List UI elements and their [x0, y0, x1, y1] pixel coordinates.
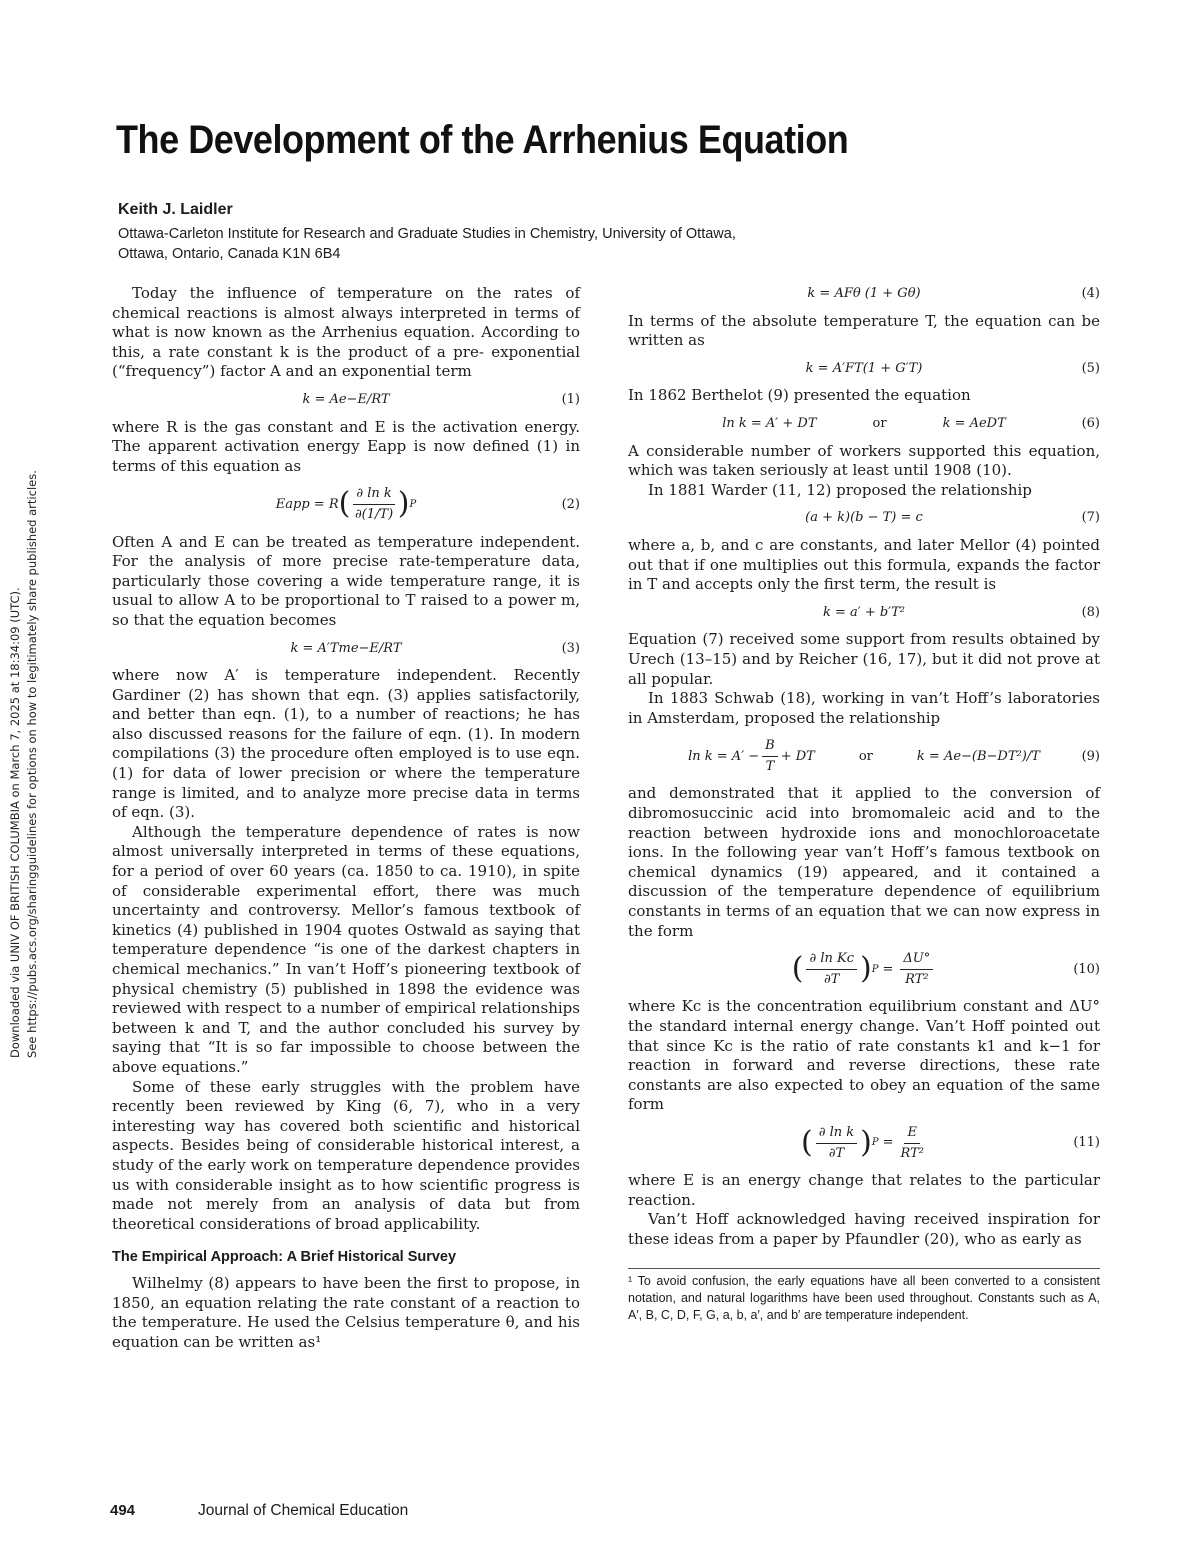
download-notice-line2: See https://pubs.acs.org/sharingguidelines for options on how to legitimately share published articles. — [25, 470, 39, 1058]
equation-number: (10) — [1073, 961, 1100, 977]
fraction-numerator: E — [904, 1123, 920, 1144]
paragraph: Some of these early struggles with the problem have recently been reviewed by King (6, 7), who in a very interesting way has covered both scientific and historical aspects. Besides being of considerable historical interest, a study of the early work on temperature dependence provides us with considerable insight as to how scientific progress is made not merely from an analysis of data but from theoretical considerations of broad applicability. — [112, 1077, 580, 1233]
equation-4 — [628, 284, 1100, 304]
paragraph: where R is the gas constant and E is the activation energy. The apparent activation energy Eapp is now defined (1) in terms of this equation as — [112, 417, 580, 475]
equation-number: (11) — [1073, 1135, 1100, 1151]
equation-or: or — [872, 415, 887, 431]
equation-body: ln k = A′ + DT — [722, 415, 817, 431]
subscript: P — [409, 498, 417, 510]
equation-number: (2) — [561, 496, 580, 512]
paragraph: Equation (7) received some support from results obtained by Urech (13–15) and by Reicher (16, 17), but it did not prove at all popular. — [628, 630, 1100, 688]
affiliation-line2: Ottawa, Ontario, Canada K1N 6B4 — [118, 246, 341, 262]
left-column — [112, 284, 580, 1352]
paragraph: where a, b, and c are constants, and later Mellor (4) pointed out that if one multiplies out this formula, expands the factor in T and accepts only the first term, the result is — [628, 535, 1100, 594]
paragraph: Although the temperature dependence of rates is now almost universally interpreted in terms of these equations, for a period of over 60 years (ca. 1850 to ca. 1910), in spite of considerable experimental effort, there was much uncertainty and controversy. Mellor’s famous textbook of kinetics (4) published in 1904 quotes Ostwald as saying that temperature dependence “is one of the darkest chapters in chemical mechanics.” In van’t Hoff’s pioneering textbook of physical chemistry (5) published in 1898 the evidence was reviewed with respect to a number of empirical relationships between k and T, and the author concluded his survey by saying that “It is so far impossible to choose between the above equations.” — [112, 822, 580, 1076]
equation-5 — [628, 359, 1100, 379]
paragraph: In 1883 Schwab (18), working in van’t Hoff’s laboratories in Amsterdam, proposed the relationship — [628, 689, 1100, 727]
equation-body: k = A′FT(1 + G′T) — [805, 360, 923, 376]
fraction-denominator: T — [765, 758, 775, 774]
paragraph: Often A and E can be treated as temperature independent. For the analysis of more precise rate-temperature data, particularly those covering a wide temperature range, it is usual to allow A to be proportional to T raised to a power m, so that the equation becomes — [112, 532, 580, 629]
equation-8 — [628, 603, 1100, 623]
journal-name: Journal of Chemical Education — [198, 1502, 409, 1519]
equation-number: (7) — [1081, 510, 1100, 526]
paragraph: and demonstrated that it applied to the conversion of dibromosuccinic acid into bromomaleic acid and to the reaction between hydroxide ions and monochloroacetate ions. In the following year van’t Hoff’s famous textbook on chemical dynamics (19) appeared, and it contained a discussion of the temperature dependence of equilibrium constants in terms of an equation that we can now express in the form — [628, 784, 1100, 940]
equation-body: + DT — [780, 748, 815, 764]
paragraph: In terms of the absolute temperature T, the equation can be written as — [628, 311, 1100, 350]
equation-10: ( $\frac{\text{∂ ln Kc}}{\partial T}$ ) P = $\frac{\Delta U^\circ}{\text{RT²}}$ (10) — [628, 949, 1100, 989]
equation-body: k = Ae−E/RT — [302, 391, 390, 407]
equation-body: k = Ae−(B−DT²)/T — [916, 748, 1040, 764]
paragraph: In 1881 Warder (11, 12) proposed the relationship — [648, 480, 1032, 499]
equation-6 — [628, 414, 1100, 434]
equation-lhs: Eapp = R — [275, 496, 339, 512]
fraction-denominator: RT² — [900, 1145, 924, 1161]
equation-number: (6) — [1081, 415, 1100, 431]
footnote: ¹ To avoid confusion, the early equations have all been converted to a consistent notation, and natural logarithms have been used throughout. Constants such as A, A′, B, C, D, F, G, a, b, a′, and b′ are temperature independent. — [628, 1268, 1100, 1324]
paragraph: In 1862 Berthelot (9) presented the equation — [628, 386, 971, 405]
equation-7 — [628, 508, 1100, 528]
paragraph: Today the influence of temperature on the rates of chemical reactions is almost always interpreted in terms of what is now known as the Arrhenius equation. According to this, a rate constant k is the product of a pre- exponential (“frequency”) factor A and an exponential term — [112, 284, 580, 381]
equation-body: k = a′ + b′T² — [822, 604, 906, 620]
download-notice-line1: Downloaded via UNIV OF BRITISH COLUMBIA on March 7, 2025 at 18:34:09 (UTC). — [8, 587, 22, 1058]
equation-number: (4) — [1081, 286, 1100, 301]
fraction-denominator: ∂T — [824, 971, 840, 987]
equation-number: (1) — [561, 391, 580, 407]
fraction-denominator: ∂T — [828, 1145, 845, 1161]
paragraph: Wilhelmy (8) appears to have been the first to propose, in 1850, an equation relating the rate constant of a reaction to the temperature. He used the Celsius temperature θ, and his equation can be written as¹ — [112, 1273, 580, 1351]
equation-or: or — [858, 748, 873, 764]
fraction-denominator: ∂(1/T) — [354, 506, 394, 522]
equation-3 — [112, 639, 580, 659]
section-heading: The Empirical Approach: A Brief Historical Survey — [112, 1249, 457, 1266]
paragraph: Van’t Hoff acknowledged having received inspiration for these ideas from a paper by Pfaundler (20), who as early as — [628, 1210, 1100, 1248]
equation-body: k = AeDT — [942, 415, 1006, 431]
fraction-numerator: ΔU° — [900, 949, 933, 970]
equation-2: Eapp = R ( $\frac{\text{∂ ln k}}{\partial(1/T)}$ ) P (2) — [112, 484, 580, 524]
equation-body: k = AFθ (1 + Gθ) — [807, 286, 921, 301]
equation-number: (3) — [561, 640, 580, 656]
fraction-denominator: RT² — [905, 971, 929, 987]
paragraph: where now A′ is temperature independent. Recently Gardiner (2) has shown that eqn. (3) applies satisfactorily, and better than eqn. (1), to a number of reactions; he has also discussed reasons for the failure of eqn. (1). In modern compilations (3) the procedure often employed is to use eqn. (1) for data of lower precision or where the temperature range is limited, and to analyze more precise data in terms of eqn. (3). — [112, 666, 580, 822]
fraction-numerator: ∂ ln k — [816, 1123, 857, 1144]
right-column — [628, 284, 1100, 1324]
download-notice — [0, 460, 50, 1058]
subscript: P — [871, 1137, 879, 1149]
equation-body: (a + k)(b − T) = c — [805, 510, 923, 526]
author-affiliation — [118, 224, 736, 264]
equation-1 — [112, 390, 580, 410]
page-number: 494 — [110, 1502, 136, 1519]
equation-11: ( $\frac{\text{∂ ln k}}{\partial T}$ ) P = $\frac{E}{\text{RT²}}$ (11) — [628, 1123, 1100, 1163]
paragraph: A considerable number of workers supported this equation, which was taken seriously at least until 1908 (10). — [628, 441, 1100, 480]
equation-number: (8) — [1081, 604, 1100, 620]
fraction-numerator: ∂ ln Kc — [806, 949, 857, 970]
equation-9 — [628, 736, 1100, 776]
paragraph: where E is an energy change that relates to the particular reaction. — [628, 1171, 1100, 1209]
equation-number: (5) — [1081, 360, 1100, 376]
fraction-numerator: B — [762, 736, 778, 757]
equation-body: k = A′Tme−E/RT — [290, 640, 402, 656]
paragraph: where Kc is the concentration equilibrium constant and ΔU° the standard internal energy change. Van’t Hoff pointed out that since Kc is the ratio of rate constants k1 and k−1 for reaction in forward and reverse directions, these rate constants are also expected to obey an equation of the same form — [628, 997, 1100, 1114]
affiliation-line1: Ottawa-Carleton Institute for Research and Graduate Studies in Chemistry, University of Ottawa, — [118, 226, 736, 242]
equation-body: ln k = A′ − — [688, 748, 760, 764]
fraction-numerator: ∂ ln k — [353, 484, 394, 505]
subscript: P — [871, 963, 879, 975]
author-name: Keith J. Laidler — [118, 201, 233, 218]
article-title: The Development of the Arrhenius Equation — [116, 118, 849, 162]
equation-number: (9) — [1081, 748, 1100, 764]
